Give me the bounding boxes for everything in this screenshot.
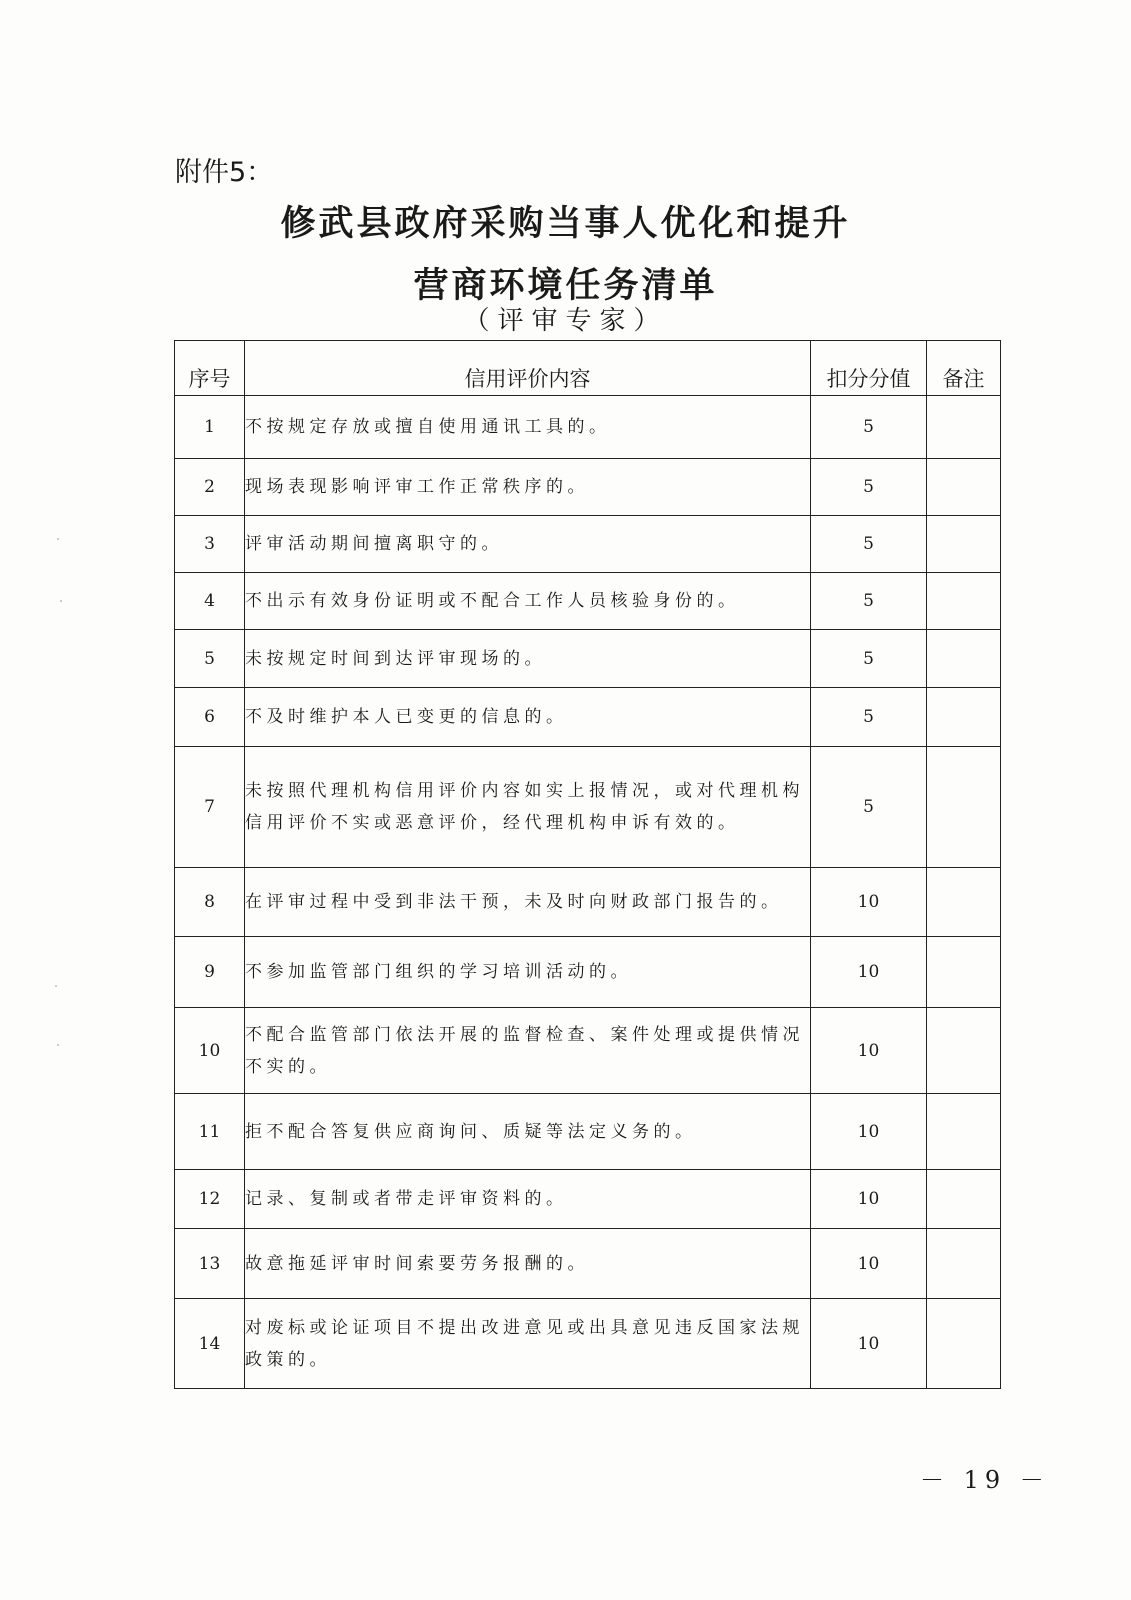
row-content: 不出示有效身份证明或不配合工作人员核验身份的。 [245, 573, 811, 630]
row-number: 10 [175, 1008, 245, 1094]
row-note [927, 630, 1001, 688]
row-score: 10 [811, 868, 927, 937]
row-number: 13 [175, 1229, 245, 1299]
row-content: 拒不配合答复供应商询问、质疑等法定义务的。 [245, 1094, 811, 1170]
row-number: 6 [175, 688, 245, 747]
table-row [175, 396, 1001, 459]
row-score: 10 [811, 1170, 927, 1229]
column-header-note: 备注 [927, 341, 1001, 396]
row-content: 未按照代理机构信用评价内容如实上报情况，或对代理机构信用评价不实或恶意评价，经代理机构申诉有效的。 [245, 747, 811, 868]
table-row [175, 630, 1001, 688]
row-note [927, 868, 1001, 937]
row-number: 1 [175, 396, 245, 459]
attachment-label: 附件5： [175, 157, 274, 188]
row-note [927, 396, 1001, 459]
table-header-row [175, 341, 1001, 396]
row-note [927, 1229, 1001, 1299]
row-content: 对废标或论证项目不提出改进意见或出具意见违反国家法规政策的。 [245, 1299, 811, 1389]
row-number: 12 [175, 1170, 245, 1229]
row-number: 11 [175, 1094, 245, 1170]
column-header-content: 信用评价内容 [245, 341, 811, 396]
table-row [175, 1170, 1001, 1229]
row-score: 5 [811, 396, 927, 459]
row-number: 4 [175, 573, 245, 630]
row-note [927, 1299, 1001, 1389]
row-number: 9 [175, 937, 245, 1008]
row-content: 未按规定时间到达评审现场的。 [245, 630, 811, 688]
table-row [175, 868, 1001, 937]
row-score: 5 [811, 688, 927, 747]
row-score: 5 [811, 747, 927, 868]
row-content: 评审活动期间擅离职守的。 [245, 516, 811, 573]
row-number: 2 [175, 459, 245, 516]
row-content: 不按规定存放或擅自使用通讯工具的。 [245, 396, 811, 459]
table-row [175, 459, 1001, 516]
row-note [927, 1094, 1001, 1170]
row-note [927, 573, 1001, 630]
table-row [175, 747, 1001, 868]
scan-speck [57, 1044, 59, 1046]
row-score: 10 [811, 1229, 927, 1299]
row-content: 不参加监管部门组织的学习培训活动的。 [245, 937, 811, 1008]
row-number: 5 [175, 630, 245, 688]
row-note [927, 459, 1001, 516]
row-score: 5 [811, 516, 927, 573]
table-row [175, 1008, 1001, 1094]
table-row [175, 1299, 1001, 1389]
row-score: 10 [811, 1008, 927, 1094]
scan-speck [57, 538, 59, 540]
page-number: － 19 － [920, 1466, 1050, 1494]
row-note [927, 747, 1001, 868]
column-header-score: 扣分分值 [811, 341, 927, 396]
row-score: 10 [811, 1299, 927, 1389]
row-score: 5 [811, 459, 927, 516]
row-note [927, 1170, 1001, 1229]
row-score: 10 [811, 937, 927, 1008]
column-header-number: 序号 [175, 341, 245, 396]
row-number: 7 [175, 747, 245, 868]
table-row [175, 937, 1001, 1008]
row-score: 5 [811, 630, 927, 688]
document-title-line-2: 营商环境任务清单 [413, 265, 718, 306]
document-subtitle: （评审专家） [463, 306, 668, 336]
table-row [175, 688, 1001, 747]
table-row [175, 516, 1001, 573]
row-content: 故意拖延评审时间索要劳务报酬的。 [245, 1229, 811, 1299]
table-row [175, 1094, 1001, 1170]
row-number: 3 [175, 516, 245, 573]
row-number: 14 [175, 1299, 245, 1389]
row-note [927, 937, 1001, 1008]
scan-speck [55, 985, 57, 987]
row-note [927, 688, 1001, 747]
row-content: 不及时维护本人已变更的信息的。 [245, 688, 811, 747]
row-note [927, 516, 1001, 573]
row-content: 在评审过程中受到非法干预，未及时向财政部门报告的。 [245, 868, 811, 937]
row-content: 现场表现影响评审工作正常秩序的。 [245, 459, 811, 516]
row-note [927, 1008, 1001, 1094]
table-row [175, 573, 1001, 630]
row-score: 10 [811, 1094, 927, 1170]
row-score: 5 [811, 573, 927, 630]
table-row [175, 1229, 1001, 1299]
credit-evaluation-table [174, 340, 1001, 1389]
row-content: 不配合监管部门依法开展的监督检查、案件处理或提供情况不实的。 [245, 1008, 811, 1094]
row-number: 8 [175, 868, 245, 937]
row-content: 记录、复制或者带走评审资料的。 [245, 1170, 811, 1229]
document-title-line-1: 修武县政府采购当事人优化和提升 [280, 203, 851, 244]
scan-speck [60, 600, 62, 602]
